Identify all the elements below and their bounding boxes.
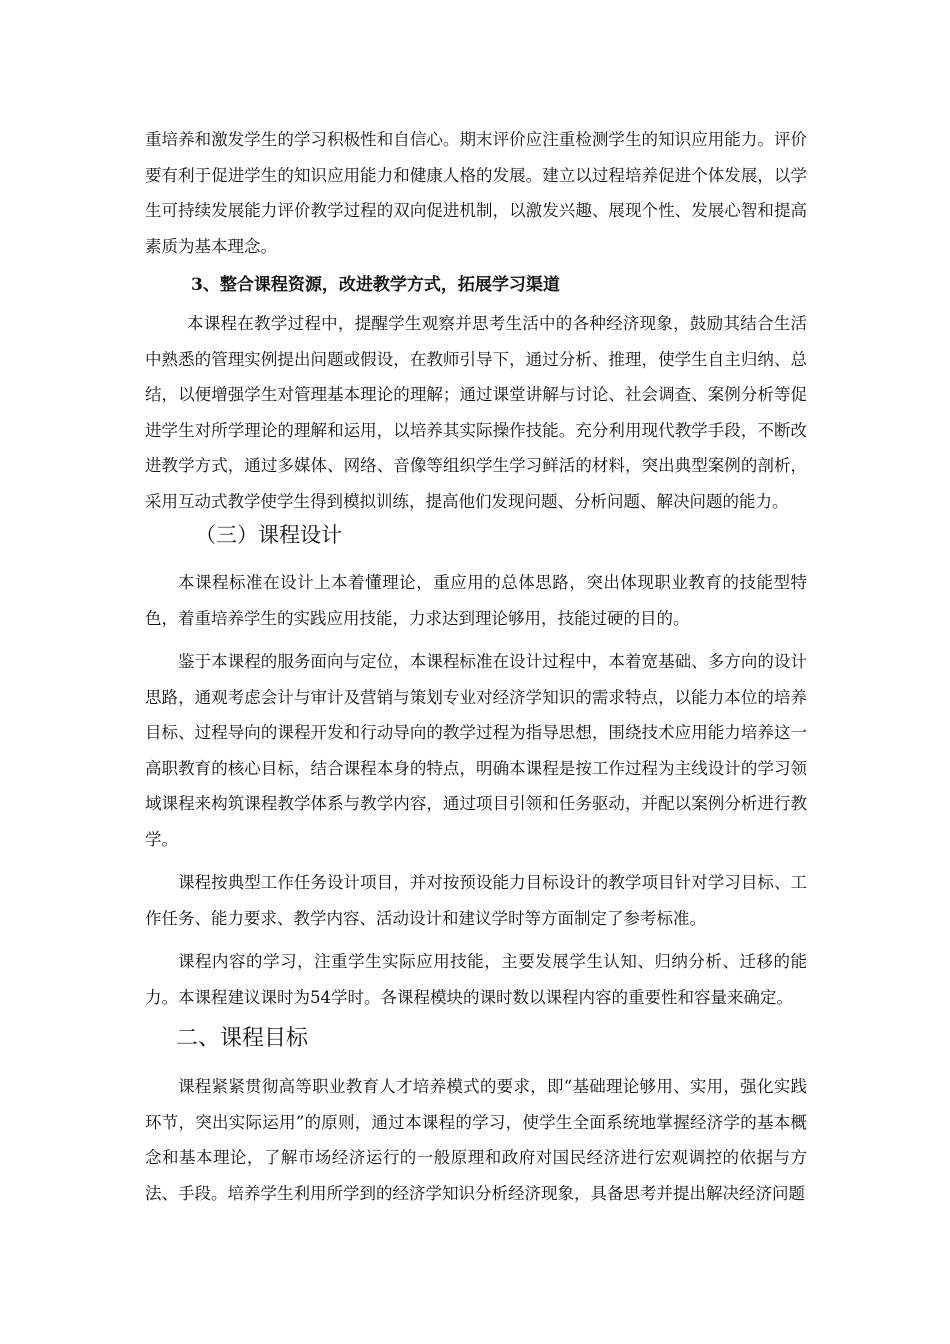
paragraph-course-goals: 课程紧紧贯彻高等职业教育人才培养模式的要求，即“基础理论够用、实用，强化实践环节，突出实际运用”的原则，通过本课程的学习，使学生全面系统地掌握经济学的基本概念和基本理论，了解市场经济运行的一般原理和政府对国民经济进行宏观调控的依据与方法、手段。培养学生利用所学到的经济学知识分析经济现象，具备思考并提出解决经济问题: [145, 1077, 807, 1203]
section-heading-course-design: （三）课程设计: [195, 523, 342, 547]
paragraph-design-overview: 本课程标准在设计上本着懂理论，重应用的总体思路，突出体现职业教育的技能型特色，着重培养学生的实践应用技能，力求达到理论够用，技能过硬的目的。: [145, 573, 807, 628]
paragraph-teaching-methods: 本课程在教学过程中，提醒学生观察并思考生活中的各种经济现象，鼓励其结合生活中熟悉的管理实例提出问题或假设，在教师引导下，通过分析、推理，使学生自主归纳、总结，以便增强学生对管理基本理论的理解；通过课堂讲解与讨论、社会调查、案例分析等促进学生对所学理论的理解和运用，以培养其实际操作技能。充分利用现代教学手段，不断改进教学方式，通过多媒体、网络、音像等组织学生学习鲜活的材料，突出典型案例的剖析，采用互动式教学使学生得到模拟训练，提高他们发现问题、分析问题、解决问题的能力。: [145, 314, 807, 511]
paragraph-course-hours: 课程内容的学习，注重学生实际应用技能，主要发展学生认知、归纳分析、迁移的能力。本课程建议课时为54学时。各课程模块的课时数以课程内容的重要性和容量来确定。: [145, 952, 807, 1007]
document-body: [145, 122, 807, 1211]
section-heading-3: 3、整合课程资源，改进教学方式，拓展学习渠道: [191, 275, 560, 295]
section-heading-course-goals: 二、课程目标: [176, 1026, 309, 1051]
paragraph-design-approach: 鉴于本课程的服务面向与定位，本课程标准在设计过程中，本着宽基础、多方向的设计思路，通观考虑会计与审计及营销与策划专业对经济学知识的需求特点，以能力本位的培养目标、过程导向的课程开发和行动导向的教学过程为指导思想，围绕技术应用能力培养这一高职教育的核心目标，结合课程本身的特点，明确本课程是按工作过程为主线设计的学习领域课程来构筑课程教学体系与教学内容，通过项目引领和任务驱动，并配以案例分析进行教学。: [145, 652, 807, 849]
paragraph-evaluation: 重培养和激发学生的学习积极性和自信心。期末评价应注重检测学生的知识应用能力。评价要有利于促进学生的知识应用能力和健康人格的发展。建立以过程培养促进个体发展，以学生可持续发展能力评价教学过程的双向促进机制，以激发兴趣、展现个性、发展心智和提高素质为基本理念。: [145, 130, 807, 256]
paragraph-course-projects: 课程按典型工作任务设计项目，并对按预设能力目标设计的教学项目针对学习目标、工作任务、能力要求、教学内容、活动设计和建议学时等方面制定了参考标准。: [145, 873, 807, 928]
